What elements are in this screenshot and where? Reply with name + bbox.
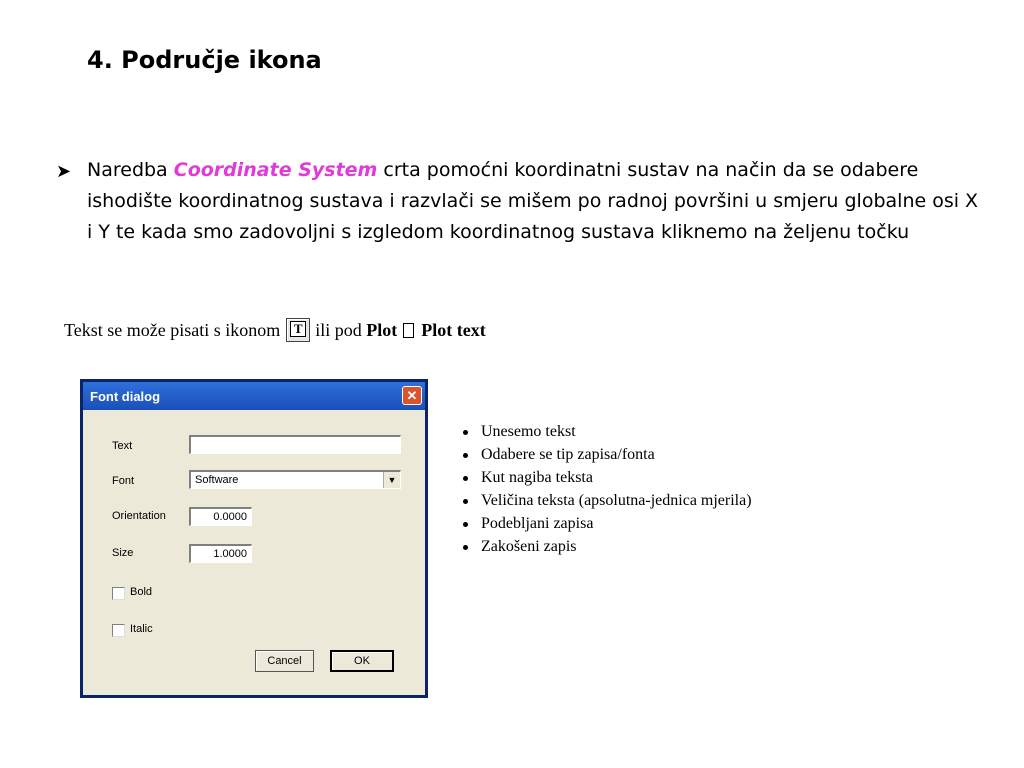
list-item: Podebljani zapisa (461, 513, 752, 536)
text-label: Text (112, 440, 133, 452)
font-dialog (80, 379, 428, 698)
notes-list (461, 421, 752, 559)
missing-glyph-box-icon (403, 323, 414, 338)
text-tool-icon[interactable] (286, 318, 310, 342)
caption-menu: Plot (366, 319, 398, 340)
bullet-body: crta pomoćni koordinatni sustav na način da se odabere ishodište koordinatnog sustava i razvlači se mišem po radnoj površini u smjeru globalne osi X i Y te kada smo zadovoljni s izgledom koordinatnog sustava kliknemo na željenu točku (87, 159, 979, 243)
bold-label: Bold (130, 586, 153, 598)
text-tool-glyph: T (290, 321, 306, 337)
list-item: Odabere se tip zapisa/fonta (461, 444, 752, 467)
font-label: Font (112, 475, 135, 487)
list-item: Kut nagiba teksta (461, 467, 752, 490)
ok-button[interactable]: OK (330, 650, 394, 672)
slide-title: 4. Područje ikona (87, 46, 322, 74)
orientation-label: Orientation (112, 510, 166, 522)
font-select[interactable] (189, 470, 401, 489)
list-item: Unesemo tekst (461, 421, 752, 444)
bullet-prefix: Naredba (87, 159, 174, 181)
close-icon: ✕ (406, 388, 418, 403)
dialog-body (83, 410, 425, 695)
bullet-paragraph (87, 155, 987, 248)
caption-line (64, 318, 486, 342)
font-select-value: Software (195, 474, 239, 486)
arrow-bullet-icon: ➤ (56, 161, 72, 181)
caption-submenu: Plot text (421, 319, 486, 340)
cancel-button[interactable]: Cancel (255, 650, 314, 672)
dialog-title: Font dialog (90, 389, 161, 404)
bold-checkbox[interactable] (112, 587, 125, 600)
chevron-down-icon[interactable]: ▼ (383, 472, 400, 488)
size-label: Size (112, 547, 134, 559)
italic-checkbox[interactable] (112, 624, 125, 637)
list-item: Zakošeni zapis (461, 536, 752, 559)
list-item: Veličina teksta (apsolutna-jednica mjerila) (461, 490, 752, 513)
size-input[interactable]: 1.0000 (189, 544, 252, 563)
command-name: Coordinate System (173, 159, 378, 181)
caption-middle: ili pod (315, 319, 362, 340)
orientation-input[interactable]: 0.0000 (189, 507, 252, 526)
close-button[interactable] (402, 386, 422, 405)
italic-label: Italic (130, 623, 153, 635)
text-input[interactable] (189, 435, 401, 454)
caption-before: Tekst se može pisati s ikonom (64, 319, 281, 340)
dialog-titlebar[interactable] (83, 382, 425, 410)
